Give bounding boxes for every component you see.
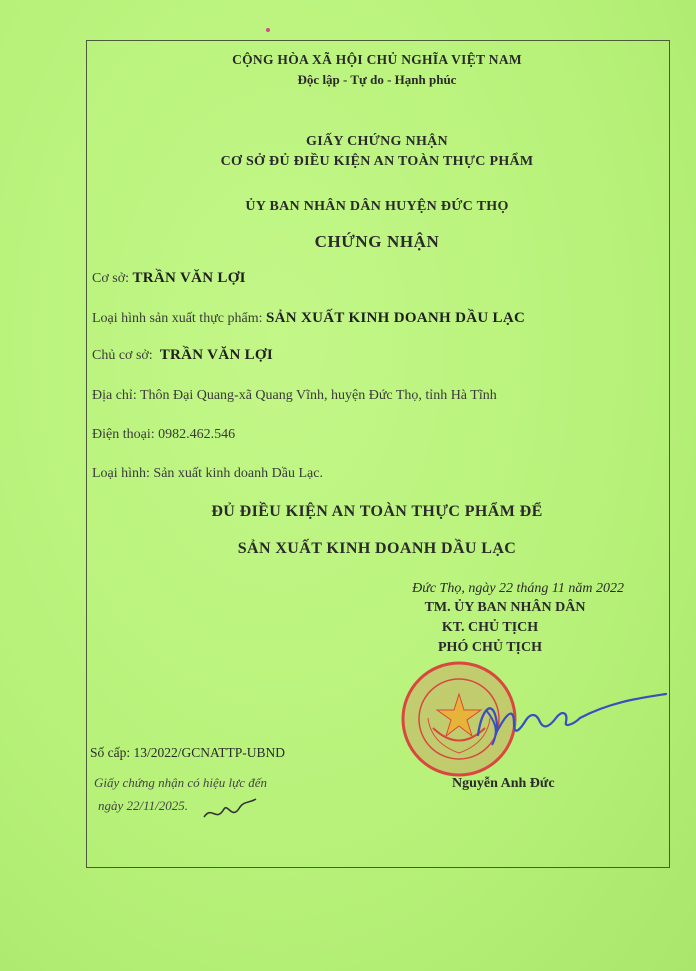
validity-line-1: Giấy chứng nhận có hiệu lực đến — [94, 775, 268, 790]
production-label: Loại hình sản xuất thực phẩm: — [92, 311, 263, 326]
type-line: Loại hình: Sản xuất kinh doanh Dầu Lạc. — [92, 466, 323, 481]
signer-role-1: TM. ỦY BAN NHÂN DÂN — [424, 600, 586, 615]
country-header: CỘNG HÒA XÃ HỘI CHỦ NGHĨA VIỆT NAM — [232, 52, 522, 67]
owner-label: Chủ cơ sở: — [92, 348, 153, 363]
certifies-heading: CHỨNG NHẬN — [314, 232, 440, 251]
phone-line: Điện thoại: 0982.462.546 — [92, 427, 236, 442]
owner-line — [92, 347, 273, 364]
production-line — [92, 310, 525, 327]
signer-name: Nguyễn Anh Đức — [452, 776, 555, 791]
ink-dot — [266, 28, 270, 32]
certificate-number: Số cấp: 13/2022/GCNATTP-UBND — [90, 745, 285, 760]
certificate-title: GIẤY CHỨNG NHẬN — [306, 134, 448, 149]
facility-label: Cơ sở: — [92, 271, 129, 286]
signer-role-3: PHÓ CHỦ TỊCH — [438, 640, 542, 655]
signer-role-2: KT. CHỦ TỊCH — [441, 620, 539, 635]
motto: Độc lập - Tự do - Hạnh phúc — [297, 72, 457, 87]
production-value: SẢN XUẤT KINH DOANH DẦU LẠC — [266, 310, 526, 326]
initials-signature-icon — [200, 795, 260, 825]
issue-date: Đức Thọ, ngày 22 tháng 11 năm 2022 — [412, 581, 624, 596]
issuer: ỦY BAN NHÂN DÂN HUYỆN ĐỨC THỌ — [245, 199, 509, 214]
handwritten-signature-icon — [470, 690, 670, 750]
address-line: Địa chỉ: Thôn Đại Quang-xã Quang Vĩnh, huyện Đức Thọ, tỉnh Hà Tĩnh — [92, 388, 497, 403]
conclusion-line-1: ĐỦ ĐIỀU KIỆN AN TOÀN THỰC PHẨM ĐỂ — [211, 503, 543, 520]
owner-value: TRẦN VĂN LỢI — [159, 347, 274, 363]
facility-line — [92, 270, 246, 287]
facility-value: TRẦN VĂN LỢI — [132, 270, 246, 286]
validity-line-2: ngày 22/11/2025. — [98, 798, 189, 813]
certificate-subtitle: CƠ SỞ ĐỦ ĐIỀU KIỆN AN TOÀN THỰC PHẨM — [220, 154, 534, 169]
conclusion-line-2: SẢN XUẤT KINH DOANH DẦU LẠC — [237, 540, 517, 557]
